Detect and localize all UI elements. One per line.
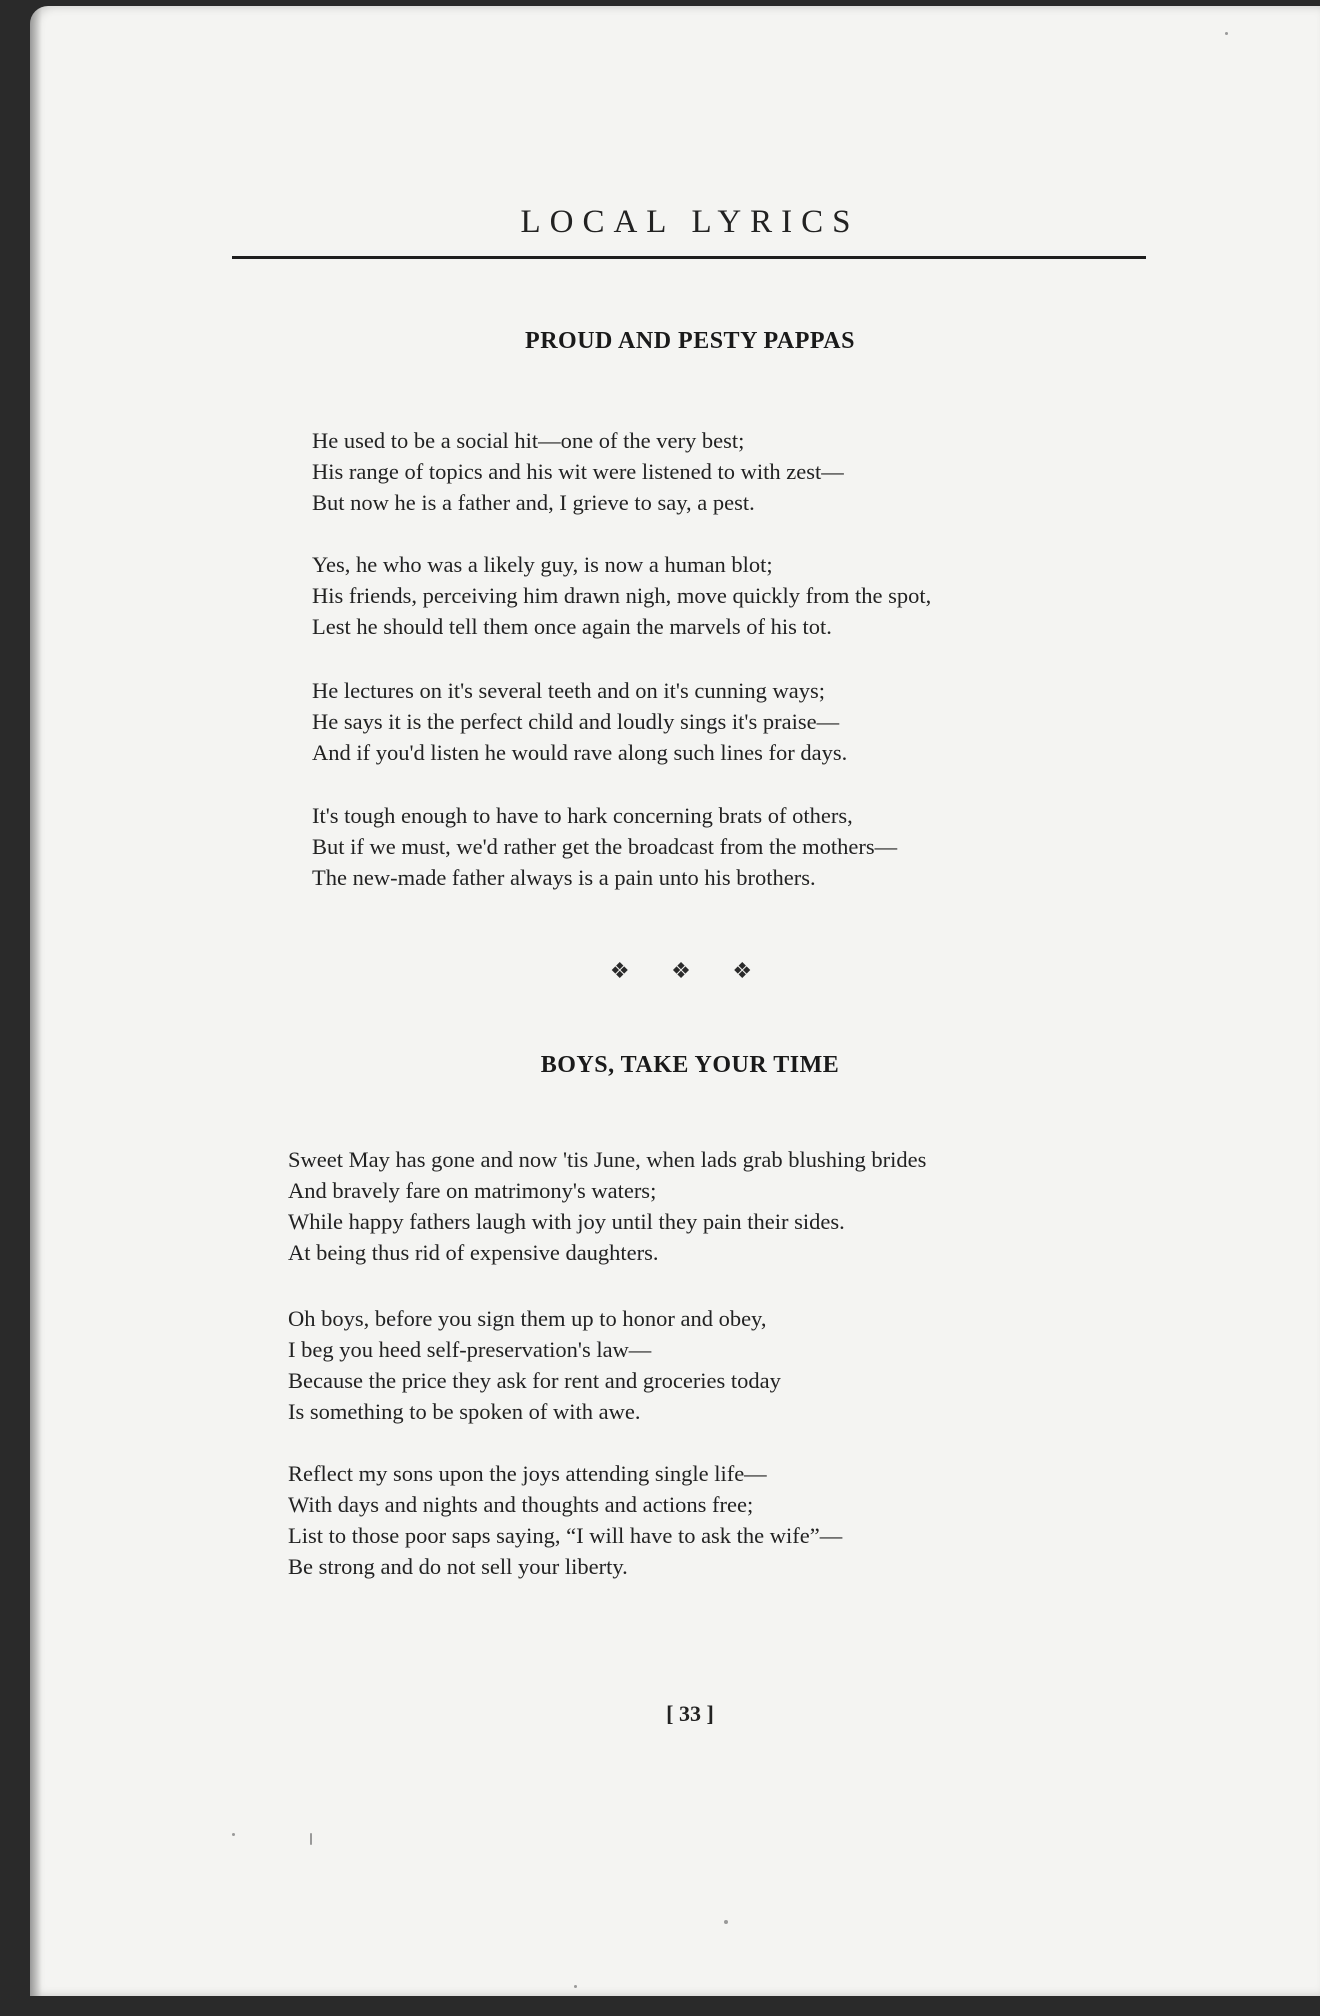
verse-line: He used to be a social hit—one of the very best; xyxy=(312,428,745,453)
poem-title: PROUD AND PESTY PAPPAS xyxy=(525,328,855,354)
poem-title: BOYS, TAKE YOUR TIME xyxy=(540,1052,840,1078)
paper-speck xyxy=(232,1833,235,1836)
verse-line: With days and nights and thoughts and actions free; xyxy=(288,1492,754,1517)
verse-line: Because the price they ask for rent and groceries today xyxy=(288,1368,781,1393)
verse-line: And if you'd listen he would rave along such lines for days. xyxy=(312,740,848,765)
stanza xyxy=(312,549,931,642)
book-page xyxy=(30,6,1320,1996)
verse-line: While happy fathers laugh with joy until they pain their sides. xyxy=(288,1209,845,1234)
verse-line: Lest he should tell them once again the marvels of his tot. xyxy=(312,614,832,639)
verse-line: Oh boys, before you sign them up to honor and obey, xyxy=(288,1306,767,1331)
paper-speck xyxy=(724,1920,728,1924)
verse-line: At being thus rid of expensive daughters. xyxy=(288,1240,659,1265)
header-rule xyxy=(232,256,1146,259)
verse-line: The new-made father always is a pain unto his brothers. xyxy=(312,865,816,890)
page-number: [ 33 ] xyxy=(666,1701,714,1726)
verse-line: Is something to be spoken of with awe. xyxy=(288,1399,641,1424)
verse-line: But if we must, we'd rather get the broadcast from the mothers— xyxy=(312,834,898,859)
stanza xyxy=(288,1144,926,1268)
verse-line: He lectures on it's several teeth and on it's cunning ways; xyxy=(312,678,825,703)
stanza xyxy=(312,800,897,893)
verse-line: His friends, perceiving him drawn nigh, move quickly from the spot, xyxy=(312,583,932,608)
stanza xyxy=(312,425,844,518)
verse-line: I beg you heed self-preservation's law— xyxy=(288,1337,652,1362)
verse-line: Sweet May has gone and now 'tis June, when lads grab blushing brides xyxy=(288,1147,927,1172)
verse-line: And bravely fare on matrimony's waters; xyxy=(288,1178,657,1203)
section-ornament: ❖ ❖ ❖ xyxy=(609,958,771,983)
verse-line: His range of topics and his wit were listened to with zest— xyxy=(312,459,844,484)
verse-line: Yes, he who was a likely guy, is now a human blot; xyxy=(312,552,773,577)
paper-speck xyxy=(574,1985,577,1988)
verse-line: Reflect my sons upon the joys attending single life— xyxy=(288,1461,767,1486)
stanza xyxy=(312,675,847,768)
verse-line: But now he is a father and, I grieve to say, a pest. xyxy=(312,490,755,515)
verse-line: It's tough enough to have to hark concerning brats of others, xyxy=(312,803,853,828)
paper-speck xyxy=(1225,32,1228,35)
running-head: LOCAL LYRICS xyxy=(520,204,860,240)
verse-line: List to those poor saps saying, “I will have to ask the wife”— xyxy=(288,1523,843,1548)
paper-speck xyxy=(310,1833,312,1845)
stanza xyxy=(288,1303,781,1427)
stanza xyxy=(288,1458,842,1582)
verse-line: He says it is the perfect child and loudly sings it's praise— xyxy=(312,709,840,734)
verse-line: Be strong and do not sell your liberty. xyxy=(288,1554,628,1579)
